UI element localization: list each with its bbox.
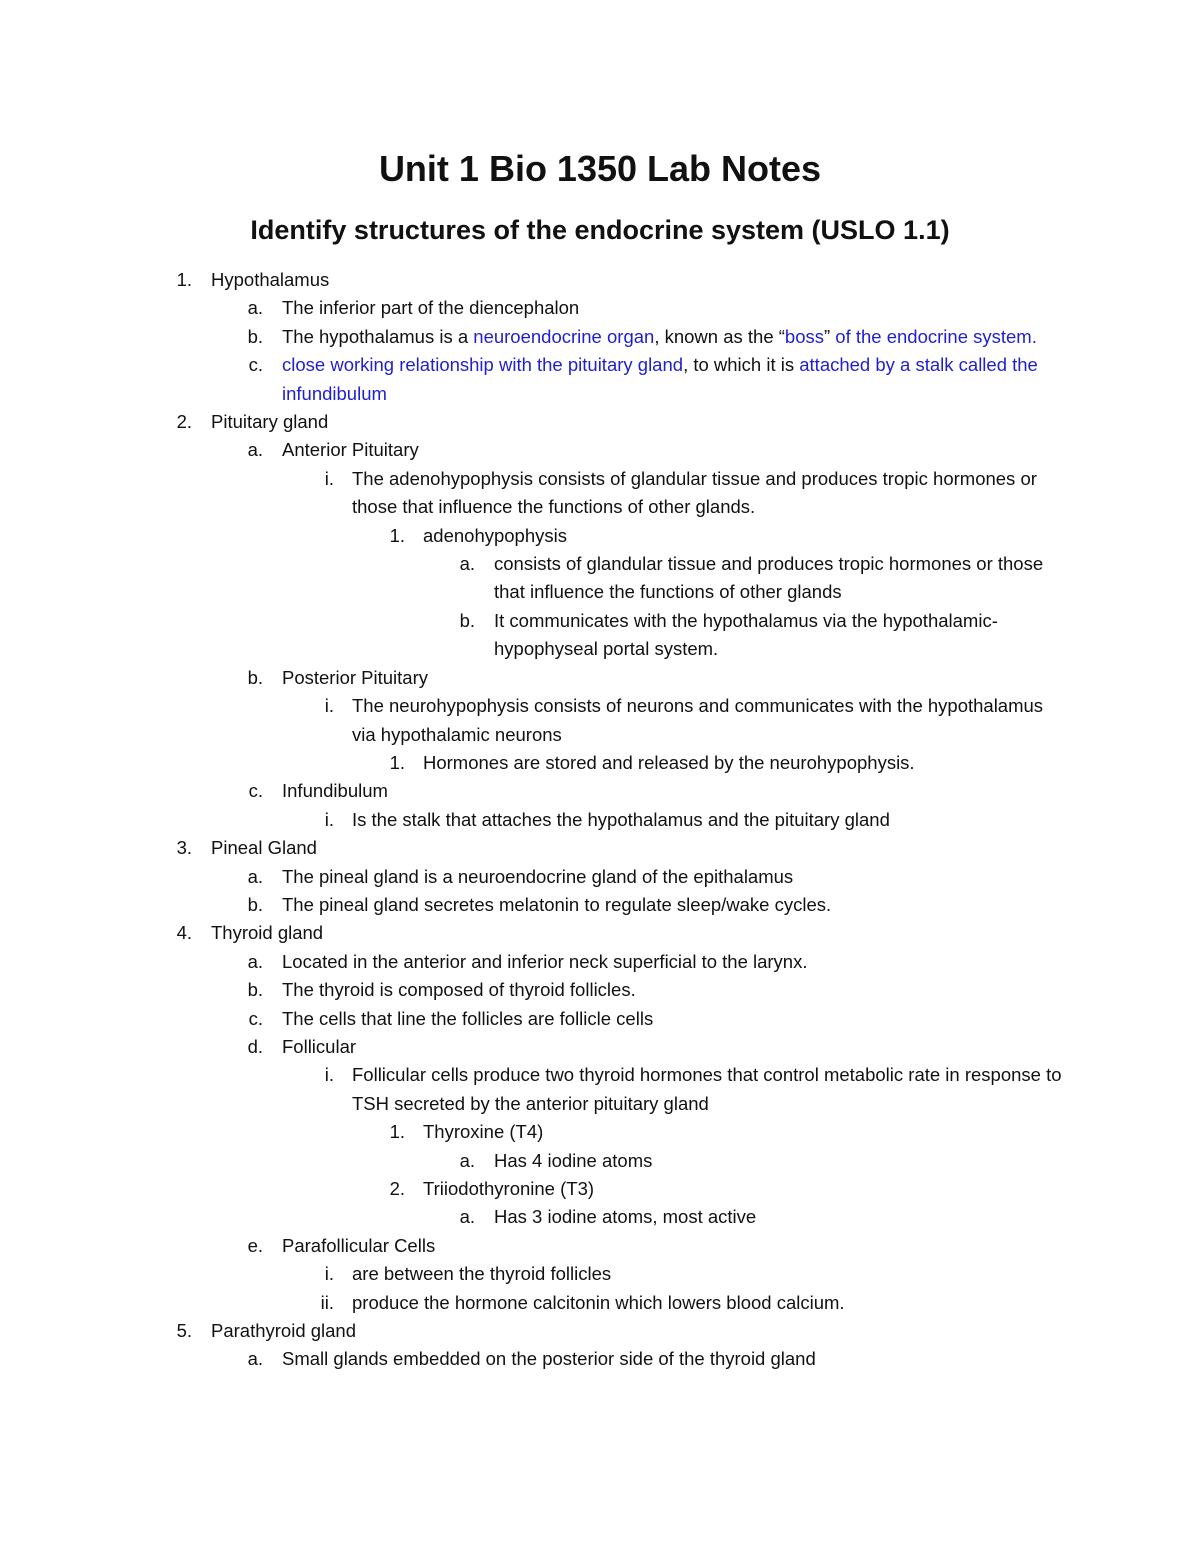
list-item bbox=[0, 1345, 1200, 1373]
list-marker: c. bbox=[248, 780, 263, 802]
list-marker: c. bbox=[248, 1007, 263, 1029]
list-item bbox=[0, 522, 1200, 550]
list-item bbox=[0, 1317, 1200, 1345]
list-item-text: Parafollicular Cells bbox=[282, 1234, 436, 1256]
list-marker: a. bbox=[247, 439, 263, 461]
list-marker: a. bbox=[247, 1348, 263, 1370]
list-marker: b. bbox=[247, 666, 263, 688]
highlighted-text: attached by a stalk called the infundibulum bbox=[282, 354, 1038, 404]
highlighted-text: of the endocrine system. bbox=[835, 325, 1037, 347]
text-run: The hypothalamus is a bbox=[282, 325, 474, 347]
list-item-text bbox=[282, 351, 1062, 408]
list-item bbox=[0, 1232, 1200, 1260]
section-heading: Identify structures of the endocrine system (USLO 1.1) bbox=[250, 215, 950, 245]
list-marker: a. bbox=[459, 1149, 475, 1171]
list-item bbox=[0, 834, 1200, 862]
list-marker: d. bbox=[247, 1035, 263, 1057]
outline-list bbox=[0, 266, 1200, 1374]
list-marker: a. bbox=[459, 553, 475, 575]
list-item bbox=[0, 749, 1200, 777]
list-item-text: Hormones are stored and released by the neurohypophysis. bbox=[423, 751, 915, 773]
list-marker: 2. bbox=[389, 1178, 405, 1199]
list-marker: 1. bbox=[176, 269, 192, 290]
list-item-text: The pineal gland is a neuroendocrine gland of the epithalamus bbox=[282, 865, 794, 887]
list-marker: 2. bbox=[176, 411, 192, 433]
list-item-text: Posterior Pituitary bbox=[282, 666, 428, 688]
list-item-text: Thyroxine (T4) bbox=[423, 1121, 544, 1143]
list-item-text: Pituitary gland bbox=[211, 411, 329, 433]
list-item-text: The cells that line the follicles are follicle cells bbox=[282, 1007, 654, 1029]
list-item-text: Parathyroid gland bbox=[211, 1320, 357, 1342]
list-marker: ii. bbox=[320, 1291, 334, 1313]
list-marker: 1. bbox=[389, 751, 405, 773]
list-marker: a. bbox=[247, 297, 263, 319]
list-item bbox=[0, 1289, 1200, 1317]
list-item bbox=[0, 607, 1200, 664]
list-item-text: The inferior part of the diencephalon bbox=[282, 297, 580, 319]
list-item-text bbox=[282, 323, 1062, 351]
list-item-text: The neurohypophysis consists of neurons and communicates with the hypothalamus via hypothalamic neurons bbox=[352, 695, 1044, 745]
list-item bbox=[0, 664, 1200, 692]
list-item bbox=[0, 1005, 1200, 1033]
list-item bbox=[0, 550, 1200, 607]
list-item-text: Pineal Gland bbox=[211, 837, 317, 859]
list-marker: b. bbox=[247, 979, 263, 1001]
highlighted-text: boss bbox=[784, 325, 824, 347]
list-item-text: Hypothalamus bbox=[211, 269, 330, 290]
list-marker: b. bbox=[247, 325, 263, 347]
list-item-text: It communicates with the hypothalamus via the hypothalamic-hypophyseal portal system. bbox=[494, 609, 998, 660]
list-marker: e. bbox=[247, 1234, 263, 1256]
list-item-text: are between the thyroid follicles bbox=[352, 1263, 612, 1285]
list-item bbox=[0, 976, 1200, 1004]
list-item-text: The adenohypophysis consists of glandular tissue and produces tropic hormones or those that influence the functions of other glands. bbox=[352, 467, 1037, 518]
list-item bbox=[0, 863, 1200, 891]
list-item bbox=[0, 692, 1200, 749]
list-item-text: Follicular cells produce two thyroid hormones that control metabolic rate in response to TSH secreted by the anterior pituitary gland bbox=[352, 1064, 1062, 1114]
list-marker: 4. bbox=[176, 922, 192, 944]
list-item-text: The thyroid is composed of thyroid follicles. bbox=[282, 979, 636, 1001]
list-item-text: Is the stalk that attaches the hypothalamus and the pituitary gland bbox=[352, 808, 890, 830]
list-item bbox=[0, 919, 1200, 947]
list-item-text: Follicular bbox=[282, 1035, 357, 1057]
list-item bbox=[0, 266, 1200, 294]
list-item bbox=[0, 948, 1200, 976]
list-marker: a. bbox=[247, 950, 263, 972]
highlighted-text: close working relationship with the pituitary gland bbox=[282, 354, 684, 376]
list-marker: i. bbox=[324, 467, 334, 489]
list-item-text: Infundibulum bbox=[282, 780, 388, 802]
list-marker: a. bbox=[459, 1206, 475, 1228]
list-marker: a. bbox=[247, 865, 263, 887]
list-item bbox=[0, 465, 1200, 522]
list-item bbox=[0, 777, 1200, 805]
list-marker: i. bbox=[324, 1263, 334, 1285]
list-item-text: produce the hormone calcitonin which lowers blood calcium. bbox=[352, 1291, 845, 1313]
list-marker: 3. bbox=[176, 837, 192, 859]
list-item bbox=[0, 408, 1200, 436]
document-title: Unit 1 Bio 1350 Lab Notes bbox=[378, 148, 822, 189]
list-marker: i. bbox=[324, 808, 334, 830]
list-item-text: Located in the anterior and inferior neck superficial to the larynx. bbox=[282, 950, 808, 972]
list-item-text: Thyroid gland bbox=[211, 922, 324, 944]
text-run: ” bbox=[823, 325, 836, 347]
list-item bbox=[0, 1118, 1200, 1146]
list-marker: 5. bbox=[176, 1320, 192, 1342]
list-marker: 1. bbox=[389, 1121, 405, 1143]
text-run: , known as the “ bbox=[654, 325, 785, 347]
list-marker: i. bbox=[324, 1064, 334, 1086]
highlighted-text: neuroendocrine organ bbox=[473, 325, 655, 347]
list-item bbox=[0, 1147, 1200, 1175]
list-marker: i. bbox=[324, 695, 334, 717]
text-run: , to which it is bbox=[683, 354, 800, 376]
list-marker: 1. bbox=[389, 524, 405, 546]
list-item bbox=[0, 891, 1200, 919]
list-item bbox=[0, 1061, 1200, 1118]
list-item bbox=[0, 806, 1200, 834]
list-item-text: consists of glandular tissue and produces tropic hormones or those that influence the functions of other glands bbox=[494, 553, 1044, 603]
list-item bbox=[0, 1033, 1200, 1061]
list-item bbox=[0, 436, 1200, 464]
list-marker: b. bbox=[459, 609, 475, 631]
list-marker: b. bbox=[247, 893, 263, 915]
list-item bbox=[0, 1175, 1200, 1203]
list-marker: c. bbox=[248, 354, 263, 376]
list-item bbox=[0, 294, 1200, 322]
list-item-text: Anterior Pituitary bbox=[282, 439, 419, 461]
list-item-text: Triiodothyronine (T3) bbox=[423, 1178, 595, 1199]
list-item bbox=[0, 351, 1200, 408]
list-item bbox=[0, 1260, 1200, 1288]
list-item-text: Small glands embedded on the posterior side of the thyroid gland bbox=[282, 1348, 816, 1370]
list-item-text: Has 4 iodine atoms bbox=[494, 1149, 653, 1171]
list-item-text: Has 3 iodine atoms, most active bbox=[494, 1206, 757, 1228]
list-item-text: The pineal gland secretes melatonin to regulate sleep/wake cycles. bbox=[282, 893, 832, 915]
list-item bbox=[0, 323, 1200, 351]
list-item bbox=[0, 1203, 1200, 1231]
list-item-text: adenohypophysis bbox=[423, 524, 567, 546]
